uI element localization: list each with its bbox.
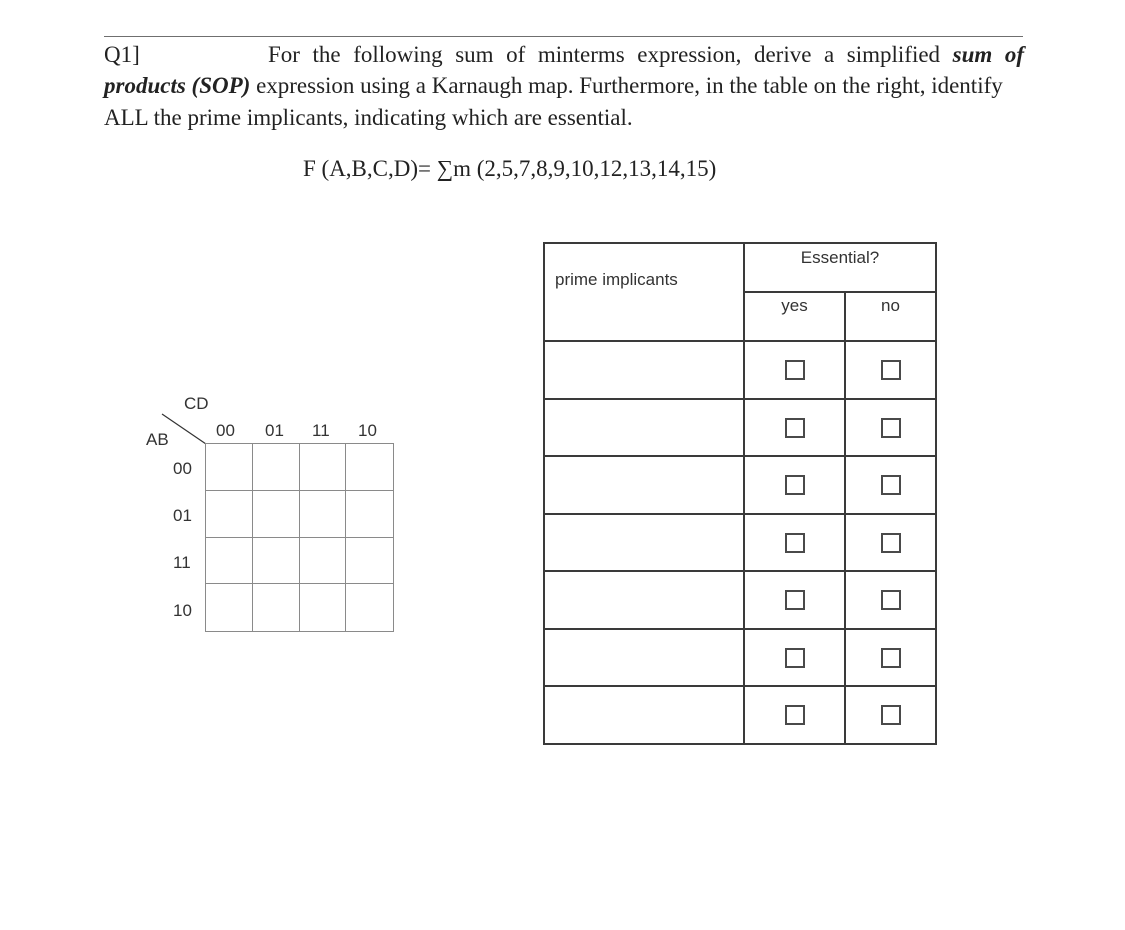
- checkbox-icon[interactable]: [785, 705, 805, 725]
- prime-implicant-field[interactable]: [544, 399, 744, 457]
- kmap-row-variable: AB: [146, 430, 169, 449]
- question-line-2: [104, 71, 1024, 101]
- question-line-1-body: For the following sum of minterms expression, derive a simplified: [268, 42, 941, 67]
- kmap-cell[interactable]: [346, 584, 393, 631]
- essential-no-cell: [845, 629, 936, 687]
- header-no: no: [845, 292, 936, 341]
- prime-implicant-field[interactable]: [544, 686, 744, 744]
- kmap-row-label: 10: [173, 601, 192, 620]
- kmap-row-label: 11: [173, 553, 191, 572]
- table-row: [544, 456, 936, 514]
- kmap-cell[interactable]: [300, 491, 347, 538]
- kmap-corner-diagonal: [160, 412, 210, 448]
- checkbox-icon[interactable]: [785, 533, 805, 553]
- prime-implicant-field[interactable]: [544, 571, 744, 629]
- essential-no-cell: [845, 456, 936, 514]
- kmap-cell[interactable]: [253, 444, 300, 491]
- question-line-3: ALL the prime implicants, indicating which are essential.: [104, 105, 633, 130]
- table-row: [544, 686, 936, 744]
- top-rule: [104, 36, 1023, 37]
- kmap-cell[interactable]: [300, 444, 347, 491]
- essential-no-cell: [845, 341, 936, 399]
- checkbox-icon[interactable]: [785, 648, 805, 668]
- checkbox-icon[interactable]: [785, 360, 805, 380]
- header-prime-implicants: prime implicants: [544, 243, 744, 341]
- essential-no-cell: [845, 399, 936, 457]
- checkbox-icon[interactable]: [785, 418, 805, 438]
- kmap-col-label: 01: [265, 421, 284, 440]
- checkbox-icon[interactable]: [785, 475, 805, 495]
- essential-yes-cell: [744, 686, 845, 744]
- checkbox-icon[interactable]: [785, 590, 805, 610]
- table-row: [544, 571, 936, 629]
- essential-yes-cell: [744, 571, 845, 629]
- kmap-cell[interactable]: [346, 538, 393, 585]
- table-row: [544, 514, 936, 572]
- table-row: [544, 341, 936, 399]
- header-essential: Essential?: [744, 243, 936, 292]
- prime-implicant-field[interactable]: [544, 629, 744, 687]
- minterm-formula: F (A,B,C,D)= ∑m (2,5,7,8,9,10,12,13,14,15): [303, 156, 717, 181]
- prime-implicants-table: [543, 242, 937, 745]
- checkbox-icon[interactable]: [881, 475, 901, 495]
- kmap-col-label: 10: [358, 421, 377, 440]
- essential-yes-cell: [744, 456, 845, 514]
- prime-implicant-field[interactable]: [544, 514, 744, 572]
- essential-yes-cell: [744, 341, 845, 399]
- kmap-cell[interactable]: [206, 538, 253, 585]
- kmap-cell[interactable]: [346, 444, 393, 491]
- prime-implicant-field[interactable]: [544, 341, 744, 399]
- question-number: Q1]: [104, 42, 140, 67]
- kmap-cell[interactable]: [253, 584, 300, 631]
- header-yes: yes: [744, 292, 845, 341]
- kmap-cell[interactable]: [253, 491, 300, 538]
- checkbox-icon[interactable]: [881, 648, 901, 668]
- essential-yes-cell: [744, 629, 845, 687]
- kmap-col-label: 11: [312, 421, 330, 440]
- checkbox-icon[interactable]: [881, 590, 901, 610]
- table-row: [544, 399, 936, 457]
- kmap-grid: [205, 443, 394, 632]
- essential-no-cell: [845, 686, 936, 744]
- kmap-cell[interactable]: [346, 491, 393, 538]
- kmap-cell[interactable]: [206, 444, 253, 491]
- kmap-cell[interactable]: [206, 584, 253, 631]
- kmap-row-label: 00: [173, 459, 192, 478]
- checkbox-icon[interactable]: [881, 705, 901, 725]
- kmap-cell[interactable]: [253, 538, 300, 585]
- prime-implicant-field[interactable]: [544, 456, 744, 514]
- kmap-cell[interactable]: [300, 538, 347, 585]
- essential-no-cell: [845, 571, 936, 629]
- kmap-col-label: 00: [216, 421, 235, 440]
- kmap-cell[interactable]: [300, 584, 347, 631]
- checkbox-icon[interactable]: [881, 533, 901, 553]
- question-line-1-text: [268, 40, 1024, 70]
- kmap-row-label: 01: [173, 506, 192, 525]
- checkbox-icon[interactable]: [881, 360, 901, 380]
- question-line-1-emphasis: sum of: [952, 42, 1025, 67]
- question-line-2-body: expression using a Karnaugh map. Furthermore, in the table on the right, identify: [250, 73, 1003, 98]
- essential-yes-cell: [744, 399, 845, 457]
- essential-no-cell: [845, 514, 936, 572]
- question-line-2-emphasis: products (SOP): [104, 73, 251, 98]
- table-row: [544, 629, 936, 687]
- essential-yes-cell: [744, 514, 845, 572]
- kmap-cell[interactable]: [206, 491, 253, 538]
- checkbox-icon[interactable]: [881, 418, 901, 438]
- kmap-col-variable: CD: [184, 394, 209, 413]
